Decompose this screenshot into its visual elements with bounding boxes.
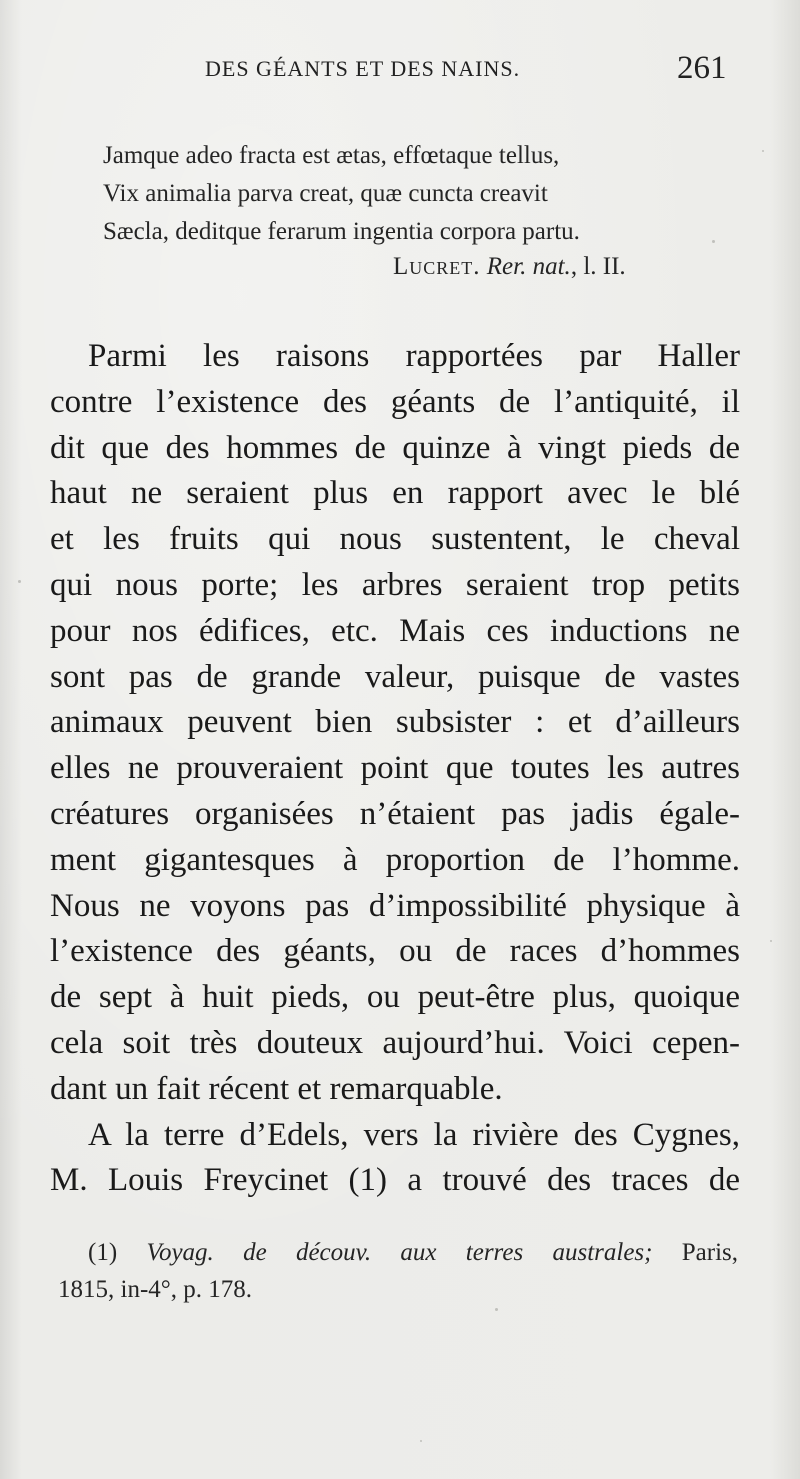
body-line: Nous ne voyons pas d’impossibilité physique à (50, 887, 740, 924)
footnote-title: Voyag. de découv. aux terres australes; (146, 1239, 653, 1266)
body-line: ment gigantesques à proportion de l’homme. (50, 841, 740, 878)
body-line: dit que des hommes de quinze à vingt pieds de (50, 429, 740, 466)
body-line: elles ne prouveraient point que toutes les autres (50, 750, 740, 787)
footnote-marker: (1) (88, 1239, 118, 1266)
verse-citation (393, 250, 626, 284)
body-line: M. Louis Freycinet (1) a trouvé des traces de (50, 1162, 740, 1199)
body-line: cela soit très douteux aujourd’hui. Voici cepen- (50, 1024, 740, 1061)
body-text (50, 334, 740, 1204)
verse-line: Jamque adeo fracta est ætas, effœtaque tellus, (103, 142, 560, 169)
paper-speck (770, 940, 772, 942)
paper-speck (495, 1308, 498, 1311)
body-line: haut ne seraient plus en rapport avec le blé (50, 475, 740, 512)
body-line: Parmi les raisons rapportées par Haller (88, 338, 740, 374)
paper-speck (762, 150, 764, 152)
body-line: dant un fait récent et remarquable. (50, 1070, 503, 1107)
page-number: 261 (677, 50, 727, 86)
body-line: animaux peuvent bien subsister : et d’ailleurs (50, 704, 740, 741)
footnote-line (58, 1234, 738, 1271)
paper-speck (18, 580, 21, 583)
verse-quotation (103, 137, 723, 251)
footnote (58, 1234, 738, 1308)
page-header (0, 50, 800, 90)
body-line: créatures organisées n’étaient pas jadis égale- (50, 795, 740, 832)
body-line: sont pas de grande valeur, puisque de vastes (50, 658, 740, 695)
citation-work: Rer. nat. (486, 253, 571, 280)
body-line: contre l’existence des géants de l’antiquité, il (50, 383, 740, 420)
running-head: DES GÉANTS ET DES NAINS. (205, 56, 521, 81)
body-line: et les fruits qui nous sustentent, le cheval (50, 521, 740, 558)
body-line: l’existence des géants, ou de races d’hommes (50, 933, 740, 970)
citation-author: Lucret. (393, 253, 481, 280)
footnote-place: Paris, (681, 1239, 738, 1266)
footnote-line: 1815, in-4°, p. 178. (58, 1276, 253, 1303)
body-line: A la terre d’Edels, vers la rivière des Cygnes, (88, 1116, 740, 1153)
body-line: pour nos édifices, etc. Mais ces inductions ne (50, 612, 740, 649)
body-line: de sept à huit pieds, ou peut-être plus, quoique (50, 979, 740, 1016)
body-line: qui nous porte; les arbres seraient trop petits (50, 566, 740, 603)
paper-speck (420, 1440, 422, 1442)
verse-line: Sæcla, deditque ferarum ingentia corpora partu. (103, 218, 580, 245)
paper-speck (712, 240, 715, 243)
citation-book: , l. II. (570, 253, 626, 280)
verse-line: Vix animalia parva creat, quæ cuncta creavit (103, 180, 548, 207)
